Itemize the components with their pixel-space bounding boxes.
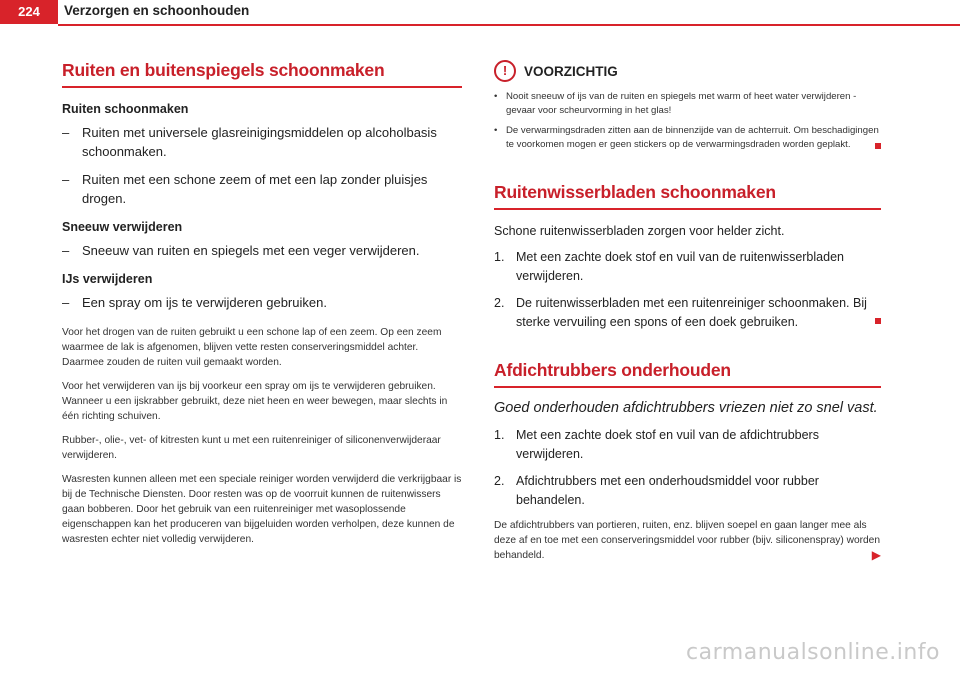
section-intro: Schone ruitenwisserbladen zorgen voor helder zicht. — [494, 224, 785, 238]
caution-item: • Nooit sneeuw of ijs van de ruiten en spiegels met warm of heet water verwijderen - gevaar voor scheurvorming in het glas! — [494, 91, 857, 116]
list-item: – Ruiten met universele glasreinigingsmiddelen op alcoholbasis schoonmaken. — [62, 125, 437, 159]
end-mark-icon — [875, 318, 881, 324]
step-item: 2. De ruitenwisserbladen met een ruitenreiniger schoonmaken. Bij sterke vervuiling een spons of een doek gebruiken. — [494, 294, 881, 332]
list-item: – Ruiten met een schone zeem of met een lap zonder pluisjes drogen. — [62, 172, 428, 206]
section-title-ruiten: Ruiten en buitenspiegels schoonmaken — [62, 60, 462, 88]
step-number: 1. — [494, 250, 505, 264]
subheading-ruiten: Ruiten schoonmaken — [62, 102, 189, 116]
note-paragraph: De afdichtrubbers van portieren, ruiten, enz. blijven soepel en gaan langer mee als deze af en toe met een conserveringsmiddel voor rubber (bijv. siliconenspray) worden behandeld. ▶ — [494, 520, 881, 562]
dash-marker: – — [62, 295, 70, 310]
list-item: – Sneeuw van ruiten en spiegels met een veger verwijderen. — [62, 243, 420, 258]
header-rule — [58, 24, 960, 26]
section-lead: Goed onderhouden afdichtrubbers vriezen niet zo snel vast. — [494, 400, 878, 416]
caution-icon: ! — [494, 60, 516, 82]
section-title-afdichtrubbers: Afdichtrubbers onderhouden — [494, 360, 881, 388]
continue-arrow-icon: ▶ — [871, 548, 881, 562]
note-paragraph: Voor het verwijderen van ijs bij voorkeur een spray om ijs te verwijderen gebruiken. Wanneer u een ijskrabber gebruikt, deze niet heen en weer bewegen, maar slechts in één richting schuiven. — [62, 381, 448, 422]
watermark: carmanualsonline.info — [686, 640, 940, 665]
right-column — [494, 60, 881, 572]
caution-item: • De verwarmingsdraden zitten aan de binnenzijde van de achterruit. Om beschadigingen te voorkomen mogen er geen stickers op de verwarmingsdraden worden geplakt. — [494, 124, 881, 152]
step-number: 1. — [494, 428, 505, 442]
section-title-wisserbladen: Ruitenwisserbladen schoonmaken — [494, 182, 881, 210]
step-number: 2. — [494, 474, 505, 488]
chapter-title: Verzorgen en schoonhouden — [64, 3, 250, 18]
note-paragraph: Wasresten kunnen alleen met een speciale reiniger worden verwijderd die verkrijgbaar is bij de Technische Diensten. Door resten was op de voorruit kunnen de ruitenwissers gaan bobberen. Door het gebruik van een ruitenreiniger met wasoplossende eigenschappen kan het produceren van bijgeluiden worden verholpen, deze kunnen de wasresten echter niet volledig verwijderen. — [62, 474, 462, 545]
caution-title: VOORZICHTIG — [524, 63, 618, 79]
end-mark-icon — [875, 143, 881, 149]
list-item: – Een spray om ijs te verwijderen gebruiken. — [62, 295, 327, 310]
bullet-marker: • — [494, 125, 498, 136]
page-header — [0, 0, 960, 26]
step-number: 2. — [494, 296, 505, 310]
bullet-marker: • — [494, 91, 498, 102]
subheading-ijs: IJs verwijderen — [62, 272, 153, 286]
step-item: 2. Afdichtrubbers met een onderhoudsmiddel voor rubber behandelen. — [494, 474, 819, 507]
caution-box-header — [494, 60, 881, 82]
page-number: 224 — [0, 0, 58, 24]
subheading-sneeuw: Sneeuw verwijderen — [62, 220, 183, 234]
dash-marker: – — [62, 125, 70, 140]
note-paragraph: Voor het drogen van de ruiten gebruikt u een schone lap of een zeem. Op een zeem waarmee de lak is afgenomen, blijven vette resten conserveringsmiddel achter. Daarmee zouden de ruiten vuil gemaakt worden. — [62, 327, 442, 368]
note-paragraph: Rubber-, olie-, vet- of kitresten kunt u met een ruitenreiniger of siliconenverwijderaar verwijderen. — [62, 435, 441, 461]
dash-marker: – — [62, 243, 70, 258]
step-item: 1. Met een zachte doek stof en vuil van de ruitenwisserbladen verwijderen. — [494, 250, 844, 283]
left-column — [62, 60, 462, 556]
dash-marker: – — [62, 172, 70, 187]
step-item: 1. Met een zachte doek stof en vuil van de afdichtrubbers verwijderen. — [494, 428, 819, 461]
